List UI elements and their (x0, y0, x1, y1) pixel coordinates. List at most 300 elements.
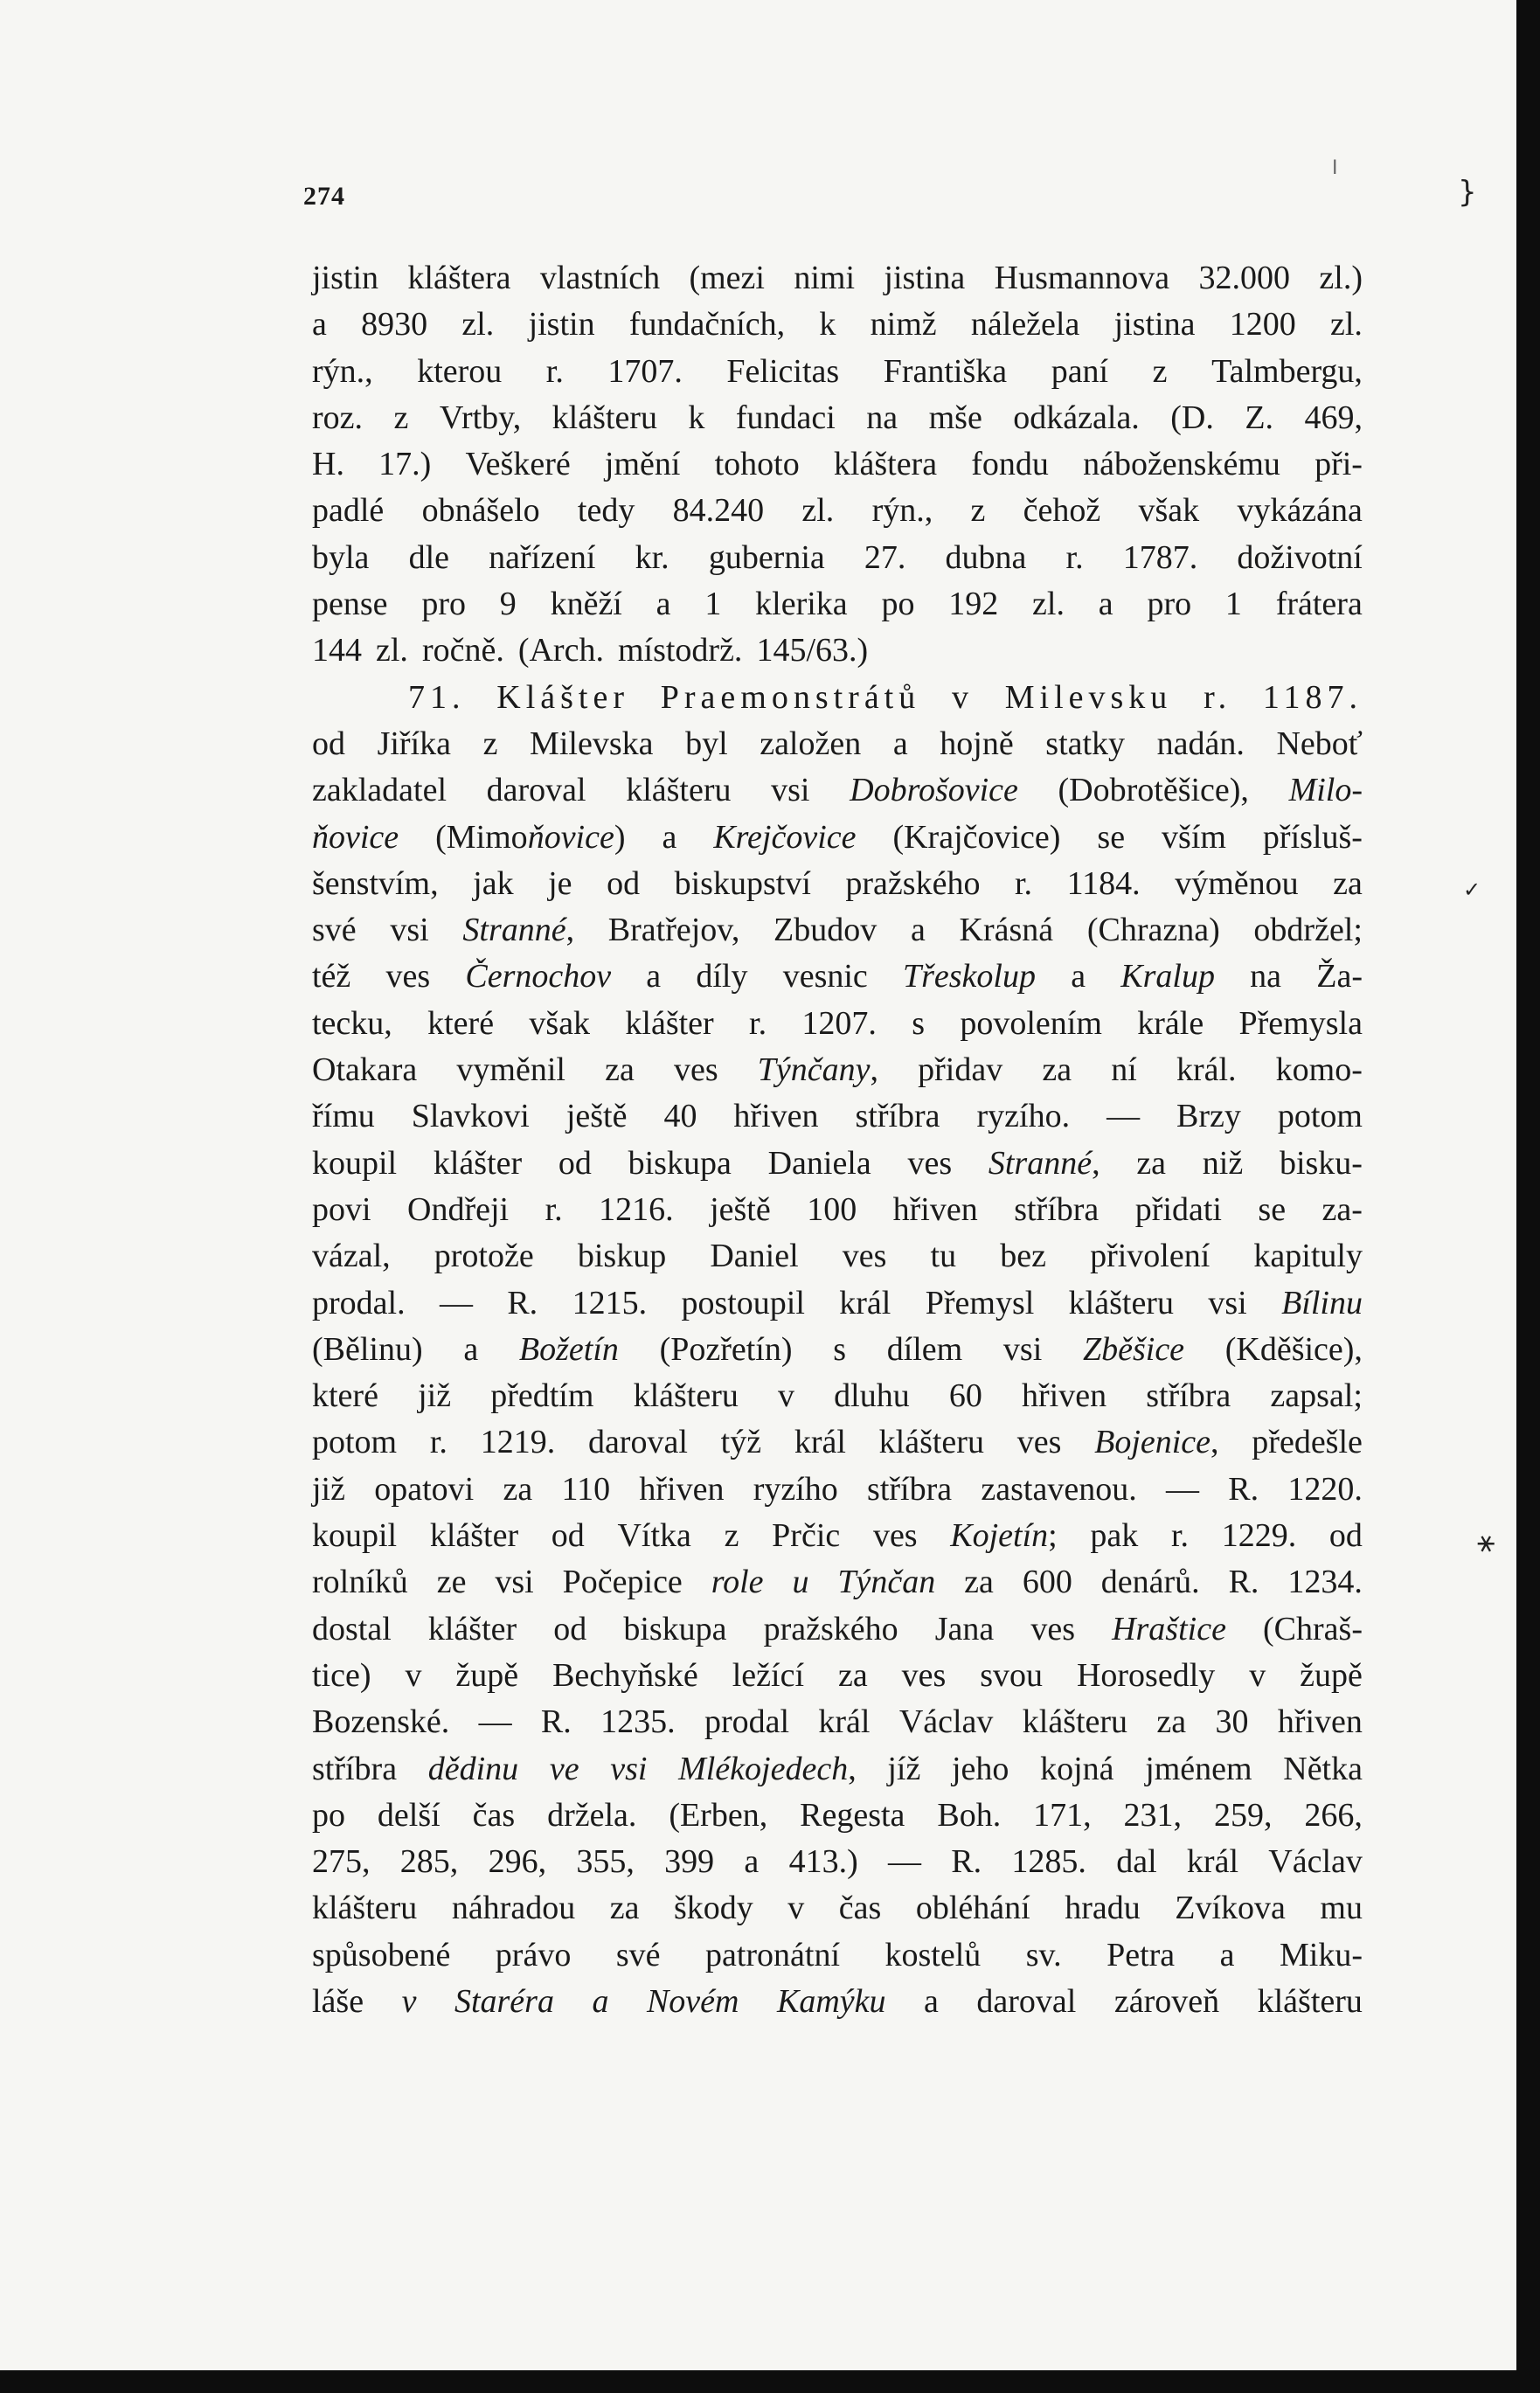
word: po (881, 586, 915, 623)
word: jistin (528, 306, 595, 343)
word: 32.000 (1198, 260, 1291, 296)
word: se (1258, 1190, 1287, 1228)
word: za (837, 1656, 868, 1694)
text-line (312, 1327, 1363, 1373)
word: klášter (625, 1004, 714, 1042)
word: Praemonstrátů (660, 678, 921, 716)
word: vsi (771, 772, 810, 809)
word: biskupství (674, 864, 811, 902)
word: R. (951, 1843, 982, 1881)
word: pak (1090, 1517, 1139, 1555)
body-text (312, 255, 1363, 2025)
word: král (818, 1703, 871, 1741)
word: ryzího. (976, 1098, 1071, 1135)
text-line (312, 349, 1363, 395)
word: držela. (547, 1796, 637, 1834)
word: jeho (952, 1750, 1009, 1787)
word: 266, (1304, 1796, 1363, 1834)
word: ves (385, 958, 431, 995)
word: ještě (565, 1098, 628, 1135)
text-line (312, 628, 1363, 674)
word: 1219. (480, 1424, 556, 1461)
word: Regesta (800, 1796, 905, 1834)
word: fundačních, (628, 306, 786, 343)
word: rolníků (312, 1564, 408, 1601)
word: spůsobené (312, 1936, 451, 1973)
margin-mark-3: ✓ (1463, 877, 1481, 902)
word: vsi (495, 1564, 534, 1601)
word: hřiven (1021, 1377, 1107, 1415)
word: postoupil (681, 1284, 805, 1321)
word: klášteru (1068, 1284, 1174, 1321)
word: od (312, 725, 345, 762)
word: zl. (1329, 306, 1363, 343)
word: obnášelo (421, 492, 540, 530)
word: Hraštice (1112, 1610, 1226, 1647)
word: jíž (887, 1750, 921, 1787)
word: 30 (1215, 1703, 1249, 1741)
word: však (1138, 492, 1200, 530)
word: v (405, 1656, 422, 1694)
text-line (312, 954, 1363, 1000)
word: Jana (934, 1610, 995, 1647)
word: Mlékojedech, (678, 1750, 857, 1787)
page-number: 274 (303, 182, 345, 211)
word: župě (455, 1656, 519, 1694)
word: na (1250, 958, 1282, 995)
word: přísluš- (1262, 818, 1363, 856)
word: vším (1162, 818, 1226, 856)
word: své (615, 1936, 661, 1973)
word: za (1136, 1144, 1167, 1182)
word: nimi (794, 260, 856, 296)
word: (Chrazna) (1086, 912, 1220, 949)
word: zakladatel (312, 772, 447, 809)
word: tecku, (312, 1004, 392, 1042)
word: již (418, 1377, 452, 1415)
word: rýn., (312, 352, 373, 390)
word: za (1333, 864, 1363, 902)
word: klášter (429, 1517, 519, 1555)
word: Bojenice, (1094, 1424, 1219, 1461)
text-line (312, 302, 1363, 348)
word: Bílinu (1281, 1284, 1363, 1321)
word: kterou (417, 352, 503, 390)
word: Petra (1106, 1936, 1176, 1973)
word: jistina (1113, 306, 1196, 343)
text-line (312, 1187, 1363, 1233)
word: Milevska (530, 725, 654, 762)
text-line (312, 395, 1363, 441)
word: ves (842, 1238, 887, 1275)
word: Božetín (518, 1330, 619, 1368)
word: díly (696, 958, 748, 995)
word: od (558, 1144, 592, 1182)
word: 40 (663, 1098, 697, 1135)
word: láše (312, 1982, 364, 2020)
word: vyměnil (456, 1051, 565, 1089)
text-line (312, 1513, 1363, 1559)
word: r. (1170, 1517, 1190, 1555)
word: nařízení (489, 538, 596, 576)
word: delší (377, 1796, 440, 1834)
word: od (553, 1610, 587, 1647)
word: za (964, 1564, 994, 1601)
word: za (605, 1051, 635, 1089)
word: byla (312, 538, 370, 576)
word: a (924, 1982, 939, 2020)
word: je (548, 864, 572, 902)
word: 9 (499, 586, 517, 623)
word: zl. (461, 306, 495, 343)
word: vázal, (312, 1238, 391, 1275)
text-line (312, 767, 1363, 814)
word: ročně. (421, 632, 504, 669)
word: Nětka (1283, 1750, 1363, 1787)
word: klášteru (626, 772, 732, 809)
word: a (910, 912, 926, 949)
word: od (607, 864, 641, 902)
word: a (892, 725, 908, 762)
word: 100 (807, 1190, 857, 1228)
word: král (839, 1284, 891, 1321)
word: obléhání (915, 1890, 1030, 1927)
text-line (312, 1559, 1363, 1606)
word: za- (1321, 1190, 1363, 1228)
word: (Kděšice), (1224, 1330, 1363, 1368)
word: též (312, 958, 351, 995)
word: již (312, 1470, 345, 1508)
word: pro (1147, 586, 1192, 623)
word: daroval (976, 1982, 1077, 2020)
word: ní (1111, 1051, 1137, 1089)
word: král (1186, 1843, 1238, 1881)
word: fondu (971, 446, 1049, 483)
word: jmění (604, 446, 681, 483)
word: Vítka (617, 1517, 691, 1555)
word: Kamýku (776, 1982, 886, 2020)
word: 1220. (1287, 1470, 1363, 1508)
word: Jiříka (377, 725, 452, 762)
word: zastavenou. (981, 1470, 1137, 1508)
margin-mark-4: ⚹ (1477, 1524, 1495, 1559)
word: 1707. (607, 352, 683, 390)
word: při- (1315, 446, 1363, 483)
word: biskupa (623, 1610, 727, 1647)
word: ňovice (312, 818, 399, 856)
word: r. (749, 1004, 767, 1042)
word: Zbudov (773, 912, 878, 949)
text-line (312, 1001, 1363, 1047)
word: s (833, 1330, 846, 1368)
word: 1207. (801, 1004, 877, 1042)
text-line (312, 1839, 1363, 1885)
word: a (646, 958, 662, 995)
word: — (888, 1843, 921, 1881)
word: Bratřejov, (607, 912, 740, 949)
word: daroval (587, 1424, 688, 1461)
word: (Chraš- (1263, 1610, 1363, 1647)
word: vsi (1002, 1330, 1043, 1368)
word: a (656, 586, 671, 623)
word: klášteru (312, 1890, 418, 1927)
word: dle (408, 538, 449, 576)
text-line (312, 441, 1363, 488)
word: (Bělinu) (312, 1330, 423, 1368)
word: Daniel (710, 1238, 799, 1275)
word: ves (1030, 1610, 1075, 1647)
word: Horosedly (1076, 1656, 1216, 1694)
word: ves (1016, 1424, 1062, 1461)
text-line (312, 488, 1363, 534)
word: (D. (1170, 399, 1214, 436)
word: jistina (884, 260, 966, 296)
word: 296, (488, 1843, 547, 1881)
word: komo- (1275, 1051, 1363, 1089)
text-line (312, 721, 1363, 767)
word: stříbra (1146, 1377, 1231, 1415)
word: jak (473, 864, 514, 902)
word: kláštera (407, 260, 511, 296)
word: klášteru (1022, 1703, 1128, 1741)
word: přidati (1134, 1190, 1222, 1228)
word: stříbra (867, 1470, 953, 1508)
word: z (393, 399, 409, 436)
word: římu (312, 1098, 375, 1135)
word: 1216. (599, 1190, 674, 1228)
word: Talmbergu, (1211, 352, 1363, 390)
word: které (427, 1004, 495, 1042)
word: čehož (1023, 492, 1101, 530)
word: s (912, 1004, 926, 1042)
word: 71. (408, 678, 466, 716)
word: k (688, 399, 705, 436)
word: k (819, 306, 836, 343)
word: denárů. (1100, 1564, 1200, 1601)
word: ještě (710, 1190, 771, 1228)
word: 192 (948, 586, 999, 623)
word: z (1152, 352, 1168, 390)
text-line (312, 861, 1363, 907)
word: byl (685, 725, 728, 762)
word: Přemysl (925, 1284, 1035, 1321)
word: Zběšice (1082, 1330, 1185, 1368)
word: role (711, 1564, 764, 1601)
word: kněží (550, 586, 622, 623)
word: Slavkovi (411, 1098, 530, 1135)
text-line (312, 1979, 1363, 2025)
word: po (312, 1796, 345, 1834)
word: Kralup (1120, 958, 1215, 995)
word: stříbra (1014, 1190, 1100, 1228)
word: za (503, 1470, 533, 1508)
text-line (312, 1419, 1363, 1466)
word: ze (436, 1564, 467, 1601)
word: 144 (312, 632, 362, 669)
word: hradu (1065, 1890, 1141, 1927)
word: odkázala. (1013, 399, 1140, 436)
word: a (662, 818, 677, 856)
word: klášteru (633, 1377, 739, 1415)
word: daroval (486, 772, 586, 809)
text-line (312, 1280, 1363, 1327)
scan-edge-right (1516, 0, 1540, 2393)
word: Václav (898, 1703, 994, 1741)
word: Milevsku (1004, 678, 1173, 716)
word: opatovi (374, 1470, 475, 1508)
word: — (439, 1284, 473, 1321)
word: v (952, 678, 974, 716)
word: mše (928, 399, 982, 436)
word: Krejčovice (713, 818, 857, 856)
word: Vrtby, (439, 399, 522, 436)
word: a (1219, 1936, 1235, 1973)
text-line (312, 1699, 1363, 1745)
word: pro (421, 586, 466, 623)
word: Felicitas (726, 352, 840, 390)
word: ves (673, 1051, 718, 1089)
word: založen (760, 725, 862, 762)
word: Přemysla (1238, 1004, 1363, 1042)
word: (Dobrotěšice), (1058, 772, 1249, 809)
word: pražského (763, 1610, 898, 1647)
word: (Krajčovice) (892, 818, 1061, 856)
word: Třeskolup (902, 958, 1036, 995)
word: a (1071, 958, 1086, 995)
word: (Erben, (669, 1796, 768, 1834)
text-line (312, 1932, 1363, 1979)
word: zároveň (1113, 1982, 1220, 2020)
word: 60 (948, 1377, 982, 1415)
word: tohoto (714, 446, 800, 483)
word: Klášter (496, 678, 629, 716)
word: klášteru (1257, 1982, 1363, 2020)
word: ves (901, 1656, 947, 1694)
word: (Arch. (517, 632, 604, 669)
word: hojně (940, 725, 1014, 762)
word: prodal (704, 1703, 790, 1741)
word: náboženskému (1083, 446, 1280, 483)
word: přivolení (1090, 1238, 1210, 1275)
word: — (1165, 1470, 1199, 1508)
word: pense (312, 586, 388, 623)
text-line (312, 1093, 1363, 1140)
word: R. (1228, 1470, 1259, 1508)
word: tice) (312, 1656, 371, 1694)
word: paní (1051, 352, 1109, 390)
word: obdržel; (1253, 912, 1363, 949)
word: hřiven (733, 1098, 819, 1135)
word: ryzího (753, 1470, 838, 1508)
text-line (312, 1746, 1363, 1793)
word: klášteru (878, 1424, 984, 1461)
word: dubna (945, 538, 1027, 576)
word: klášteru (551, 399, 657, 436)
word: r. (429, 1424, 447, 1461)
word: na (866, 399, 898, 436)
word: předtím (490, 1377, 594, 1415)
word: Václav (1268, 1843, 1363, 1881)
word: místodrž. (617, 632, 743, 669)
word: Brzy (1176, 1098, 1241, 1135)
text-line (312, 1047, 1363, 1093)
word: Neboť (1276, 725, 1363, 762)
word: klášter (433, 1144, 523, 1182)
word: kostelů (884, 1936, 982, 1973)
text-line (312, 255, 1363, 302)
word: Františka (883, 352, 1008, 390)
word: (Pozřetín) (659, 1330, 793, 1368)
word: a (744, 1843, 760, 1881)
word: Dobrošovice (850, 772, 1018, 809)
text-line (312, 535, 1363, 581)
word: statky (1045, 725, 1126, 762)
word: dostal (312, 1610, 392, 1647)
word: klerika (755, 586, 848, 623)
word: 1215. (572, 1284, 648, 1321)
word: potom (312, 1424, 398, 1461)
text-line (312, 675, 1363, 721)
word: za (1156, 1703, 1187, 1741)
word: Černochov (465, 958, 612, 995)
word: 355, (576, 1843, 635, 1881)
word: r. (1065, 538, 1084, 576)
word: ležící (732, 1656, 805, 1694)
word: král. (1176, 1051, 1237, 1089)
word: župě (1300, 1656, 1363, 1694)
word: 1285. (1011, 1843, 1086, 1881)
word: král (794, 1424, 846, 1461)
word: Kojetín; (950, 1517, 1058, 1555)
word: vlastních (539, 260, 661, 296)
word: 399 (664, 1843, 715, 1881)
word: povolením (960, 1004, 1102, 1042)
word: 1 (704, 586, 722, 623)
word: vsi (390, 912, 429, 949)
word: 413.) (788, 1843, 858, 1881)
word: náhradou (451, 1890, 576, 1927)
margin-mark-2: } (1458, 175, 1477, 210)
word: vesnic (782, 958, 868, 995)
word: hřiven (1277, 1703, 1363, 1741)
word: H. (312, 446, 344, 483)
word: 1200 (1229, 306, 1296, 343)
word: 231, (1123, 1796, 1183, 1834)
word: r. (545, 1190, 563, 1228)
word: Bechyňské (552, 1656, 698, 1694)
word: Veškeré (465, 446, 571, 483)
word: dědinu (427, 1750, 519, 1787)
word: 1229. (1221, 1517, 1297, 1555)
word: Zvíkova (1175, 1890, 1286, 1927)
word: nimž (870, 306, 937, 343)
word: biskup (577, 1238, 667, 1275)
word: Husmannova (994, 260, 1170, 296)
word: vsi (1208, 1284, 1247, 1321)
word: 600 (1022, 1564, 1072, 1601)
word: Daniela (767, 1144, 871, 1182)
word: 27. (864, 538, 906, 576)
word: od (551, 1517, 585, 1555)
word: Otakara (312, 1051, 418, 1089)
word: za (1042, 1051, 1072, 1089)
word: a (1098, 586, 1113, 623)
word: 259, (1213, 1796, 1273, 1834)
text-line (312, 1467, 1363, 1513)
word: R. (540, 1703, 572, 1741)
word: frátera (1275, 586, 1363, 623)
word: sv. (1025, 1936, 1062, 1973)
